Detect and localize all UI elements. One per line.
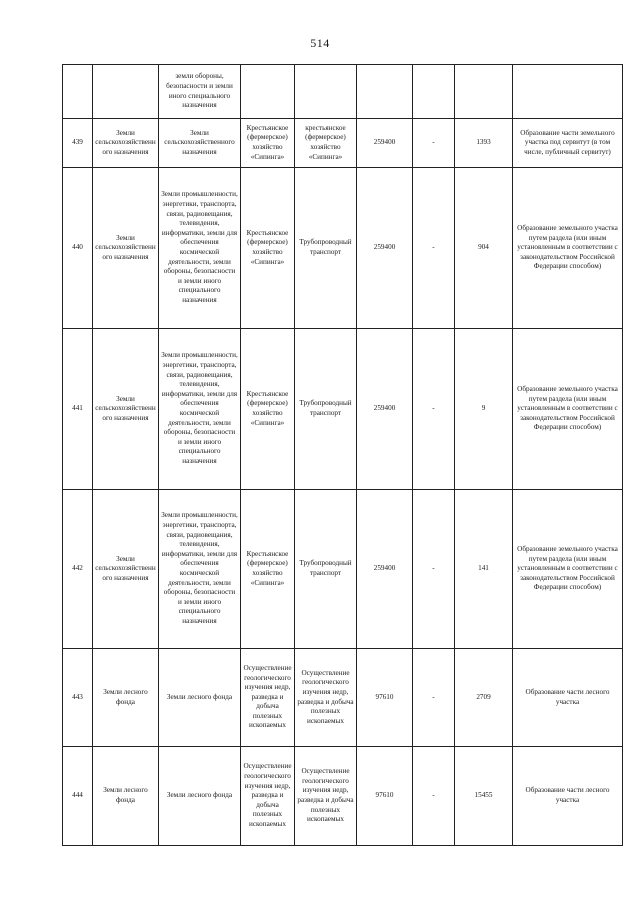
cell-dash (413, 65, 455, 119)
cell-area (357, 65, 413, 119)
cell-area2: 1393 (455, 119, 513, 168)
cell-dash: - (413, 490, 455, 649)
cell-num: 444 (63, 747, 93, 846)
cell-purpose: Образование части лесного участка (513, 649, 623, 747)
cell-purpose: Образование части земельного участка под сервитут (в том числе, публичный сервитут) (513, 119, 623, 168)
cell-purpose: Образование земельного участка путем раздела (или иным установленным в соответствии с законодательством Российской Федерации способом) (513, 329, 623, 490)
cell-area2: 141 (455, 490, 513, 649)
cell-land-use: Земли сельскохозяйственного назначения (159, 119, 241, 168)
cell-category: Земли сельскохозяйственного назначения (93, 168, 159, 329)
table-row (63, 168, 623, 329)
cell-num: 440 (63, 168, 93, 329)
cell-dash: - (413, 119, 455, 168)
cell-area: 259400 (357, 168, 413, 329)
cell-area2: 15455 (455, 747, 513, 846)
cell-object: Осуществление геологического изучения недр, разведка и добыча полезных ископаемых (295, 747, 357, 846)
cell-land-use: земли обороны, безопасности и земли иного специального назначения (159, 65, 241, 119)
cell-object: крестьянское (фермерское) хозяйство «Сипинга» (295, 119, 357, 168)
cell-area: 97610 (357, 649, 413, 747)
cell-land-use: Земли промышленности, энергетики, транспорта, связи, радиовещания, телевидения, информатики, земли для обеспечения космической деятельности, земли обороны, безопасности и земли иного специального назначения (159, 168, 241, 329)
table-row (63, 119, 623, 168)
cell-owner: Крестьянское (фермерское) хозяйство «Сипинга» (241, 490, 295, 649)
cell-area: 259400 (357, 490, 413, 649)
cell-dash: - (413, 649, 455, 747)
cell-area: 259400 (357, 329, 413, 490)
cell-purpose: Образование земельного участка путем раздела (или иным установленным в соответствии с законодательством Российской Федерации способом) (513, 490, 623, 649)
cell-area: 259400 (357, 119, 413, 168)
cell-owner: Осуществление геологического изучения недр, разведка и добыча полезных ископаемых (241, 649, 295, 747)
table-row (63, 747, 623, 846)
cell-category: Земли лесного фонда (93, 649, 159, 747)
cell-dash: - (413, 747, 455, 846)
cell-area2: 904 (455, 168, 513, 329)
cell-land-use: Земли промышленности, энергетики, транспорта, связи, радиовещания, телевидения, информатики, земли для обеспечения космической деятельности, земли обороны, безопасности и земли иного специального назначения (159, 490, 241, 649)
cell-num: 443 (63, 649, 93, 747)
cell-area2: 2709 (455, 649, 513, 747)
cell-category: Земли лесного фонда (93, 747, 159, 846)
page-number: 514 (310, 36, 330, 50)
cell-owner: Осуществление геологического изучения недр, разведка и добыча полезных ископаемых (241, 747, 295, 846)
table-row (63, 490, 623, 649)
cell-owner: Крестьянское (фермерское) хозяйство «Сипинга» (241, 329, 295, 490)
cell-land-use: Земли лесного фонда (159, 649, 241, 747)
cell-object: Трубопроводный транспорт (295, 490, 357, 649)
table-row-continuation (63, 65, 623, 119)
cell-area2: 9 (455, 329, 513, 490)
cell-owner: Крестьянское (фермерское) хозяйство «Сипинга» (241, 119, 295, 168)
table-row (63, 649, 623, 747)
cell-category: Земли сельскохозяйственного назначения (93, 119, 159, 168)
cell-category: Земли сельскохозяйственного назначения (93, 329, 159, 490)
cell-num: 442 (63, 490, 93, 649)
cell-land-use: Земли лесного фонда (159, 747, 241, 846)
cell-purpose: Образование земельного участка путем раздела (или иным установленным в соответствии с законодательством Российской Федерации способом) (513, 168, 623, 329)
cell-category (93, 65, 159, 119)
table-row (63, 329, 623, 490)
cell-object: Трубопроводный транспорт (295, 329, 357, 490)
cell-num: 441 (63, 329, 93, 490)
cell-num: 439 (63, 119, 93, 168)
cell-area2 (455, 65, 513, 119)
cell-dash: - (413, 168, 455, 329)
cell-object (295, 65, 357, 119)
cell-area: 97610 (357, 747, 413, 846)
cell-owner: Крестьянское (фермерское) хозяйство «Сипинга» (241, 168, 295, 329)
cell-num (63, 65, 93, 119)
cell-object: Трубопроводный транспорт (295, 168, 357, 329)
cell-purpose (513, 65, 623, 119)
cell-dash: - (413, 329, 455, 490)
cell-owner (241, 65, 295, 119)
cell-purpose: Образование части лесного участка (513, 747, 623, 846)
cell-category: Земли сельскохозяйственного назначения (93, 490, 159, 649)
cell-object: Осуществление геологического изучения недр, разведка и добыча полезных ископаемых (295, 649, 357, 747)
land-registry-table (62, 64, 623, 846)
cell-land-use: Земли промышленности, энергетики, транспорта, связи, радиовещания, телевидения, информатики, земли для обеспечения космической деятельности, земли обороны, безопасности и земли иного специального назначения (159, 329, 241, 490)
